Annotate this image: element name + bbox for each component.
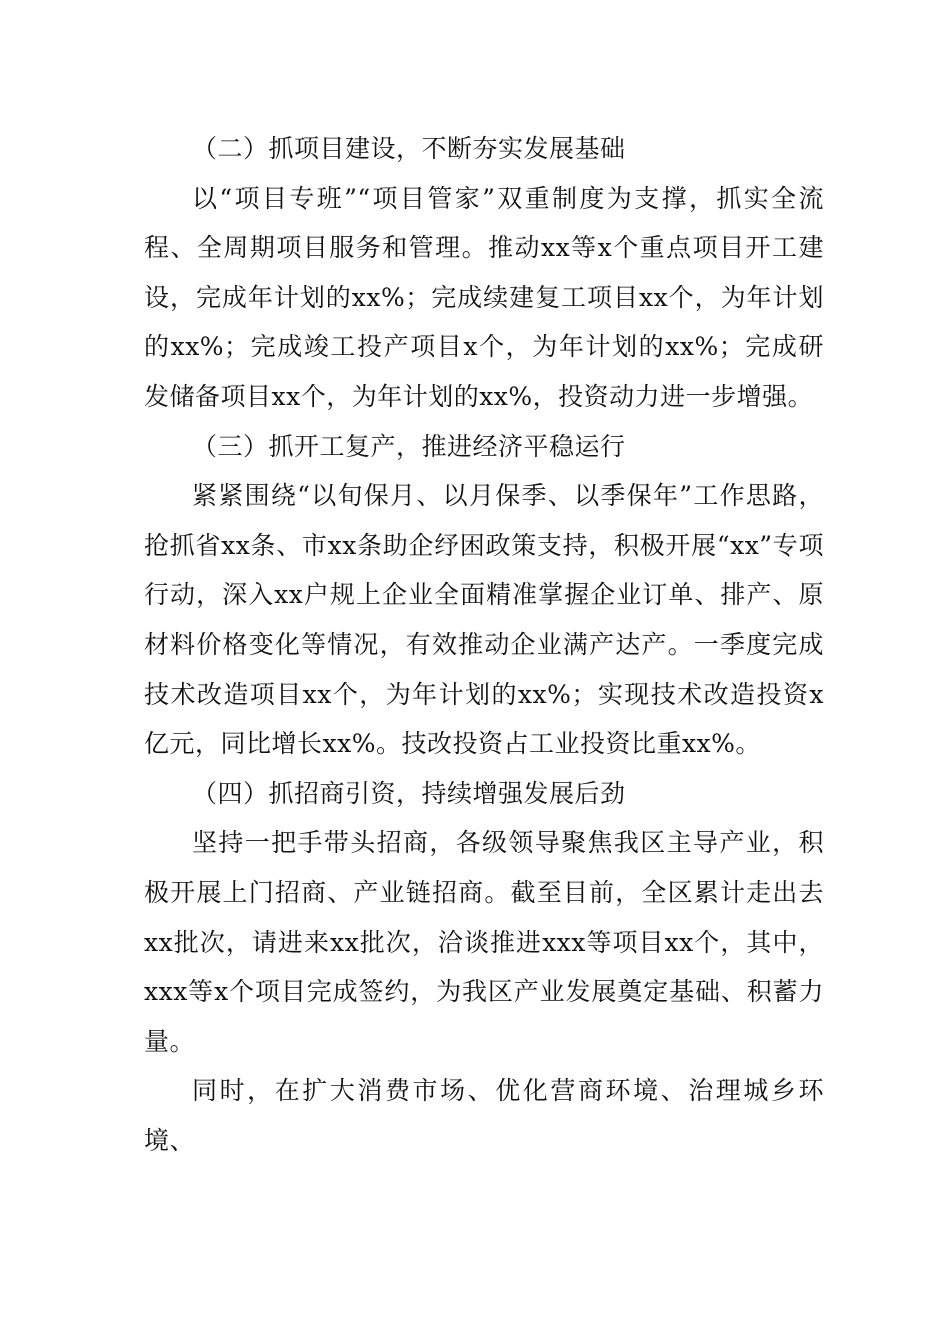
section-paragraph-4: 坚持一把手带头招商，各级领导聚焦我区主导产业，积极开展上门招商、产业链招商。截至目前，全区累计走出去xx批次，请进来xx批次，洽谈推进xxx等项目xx个，其中，xxx等x个项目完成签约，为我区产业发展奠定基础、积蓄力量。 (144, 828, 824, 1056)
section-heading-3: （三）抓开工复产，推进经济平稳运行 (192, 431, 626, 461)
section-paragraph-continuation: 同时，在扩大消费市场、优化营商环境、治理城乡环境、 (144, 1076, 824, 1155)
document-body (144, 124, 824, 1165)
section-paragraph-3: 紧紧围绕“以旬保月、以月保季、以季保年”工作思路，抢抓省xx条、市xx条助企纾困政策支持，积极开展“xx”专项行动，深入xx户规上企业全面精准掌握企业订单、排产、原材料价格变化等情况，有效推动企业满产达产。一季度完成技术改造项目xx个，为年计划的xx%；实现技术改造投资x亿元，同比增长xx%。技改投资占工业投资比重xx%。 (144, 481, 824, 759)
section-heading-2: （二）抓项目建设，不断夯实发展基础 (192, 134, 626, 163)
section-paragraph-2: 以“项目专班”“项目管家”双重制度为支撑，抓实全流程、全周期项目服务和管理。推动xx等x个重点项目开工建设，完成年计划的xx%；完成续建复工项目xx个，为年计划的xx%；完成竣工投产项目x个，为年计划的xx%；完成研发储备项目xx个，为年计划的xx%，投资动力进一步增强。 (144, 183, 824, 411)
section-heading-4: （四）抓招商引资，持续增强发展后劲 (192, 778, 626, 808)
